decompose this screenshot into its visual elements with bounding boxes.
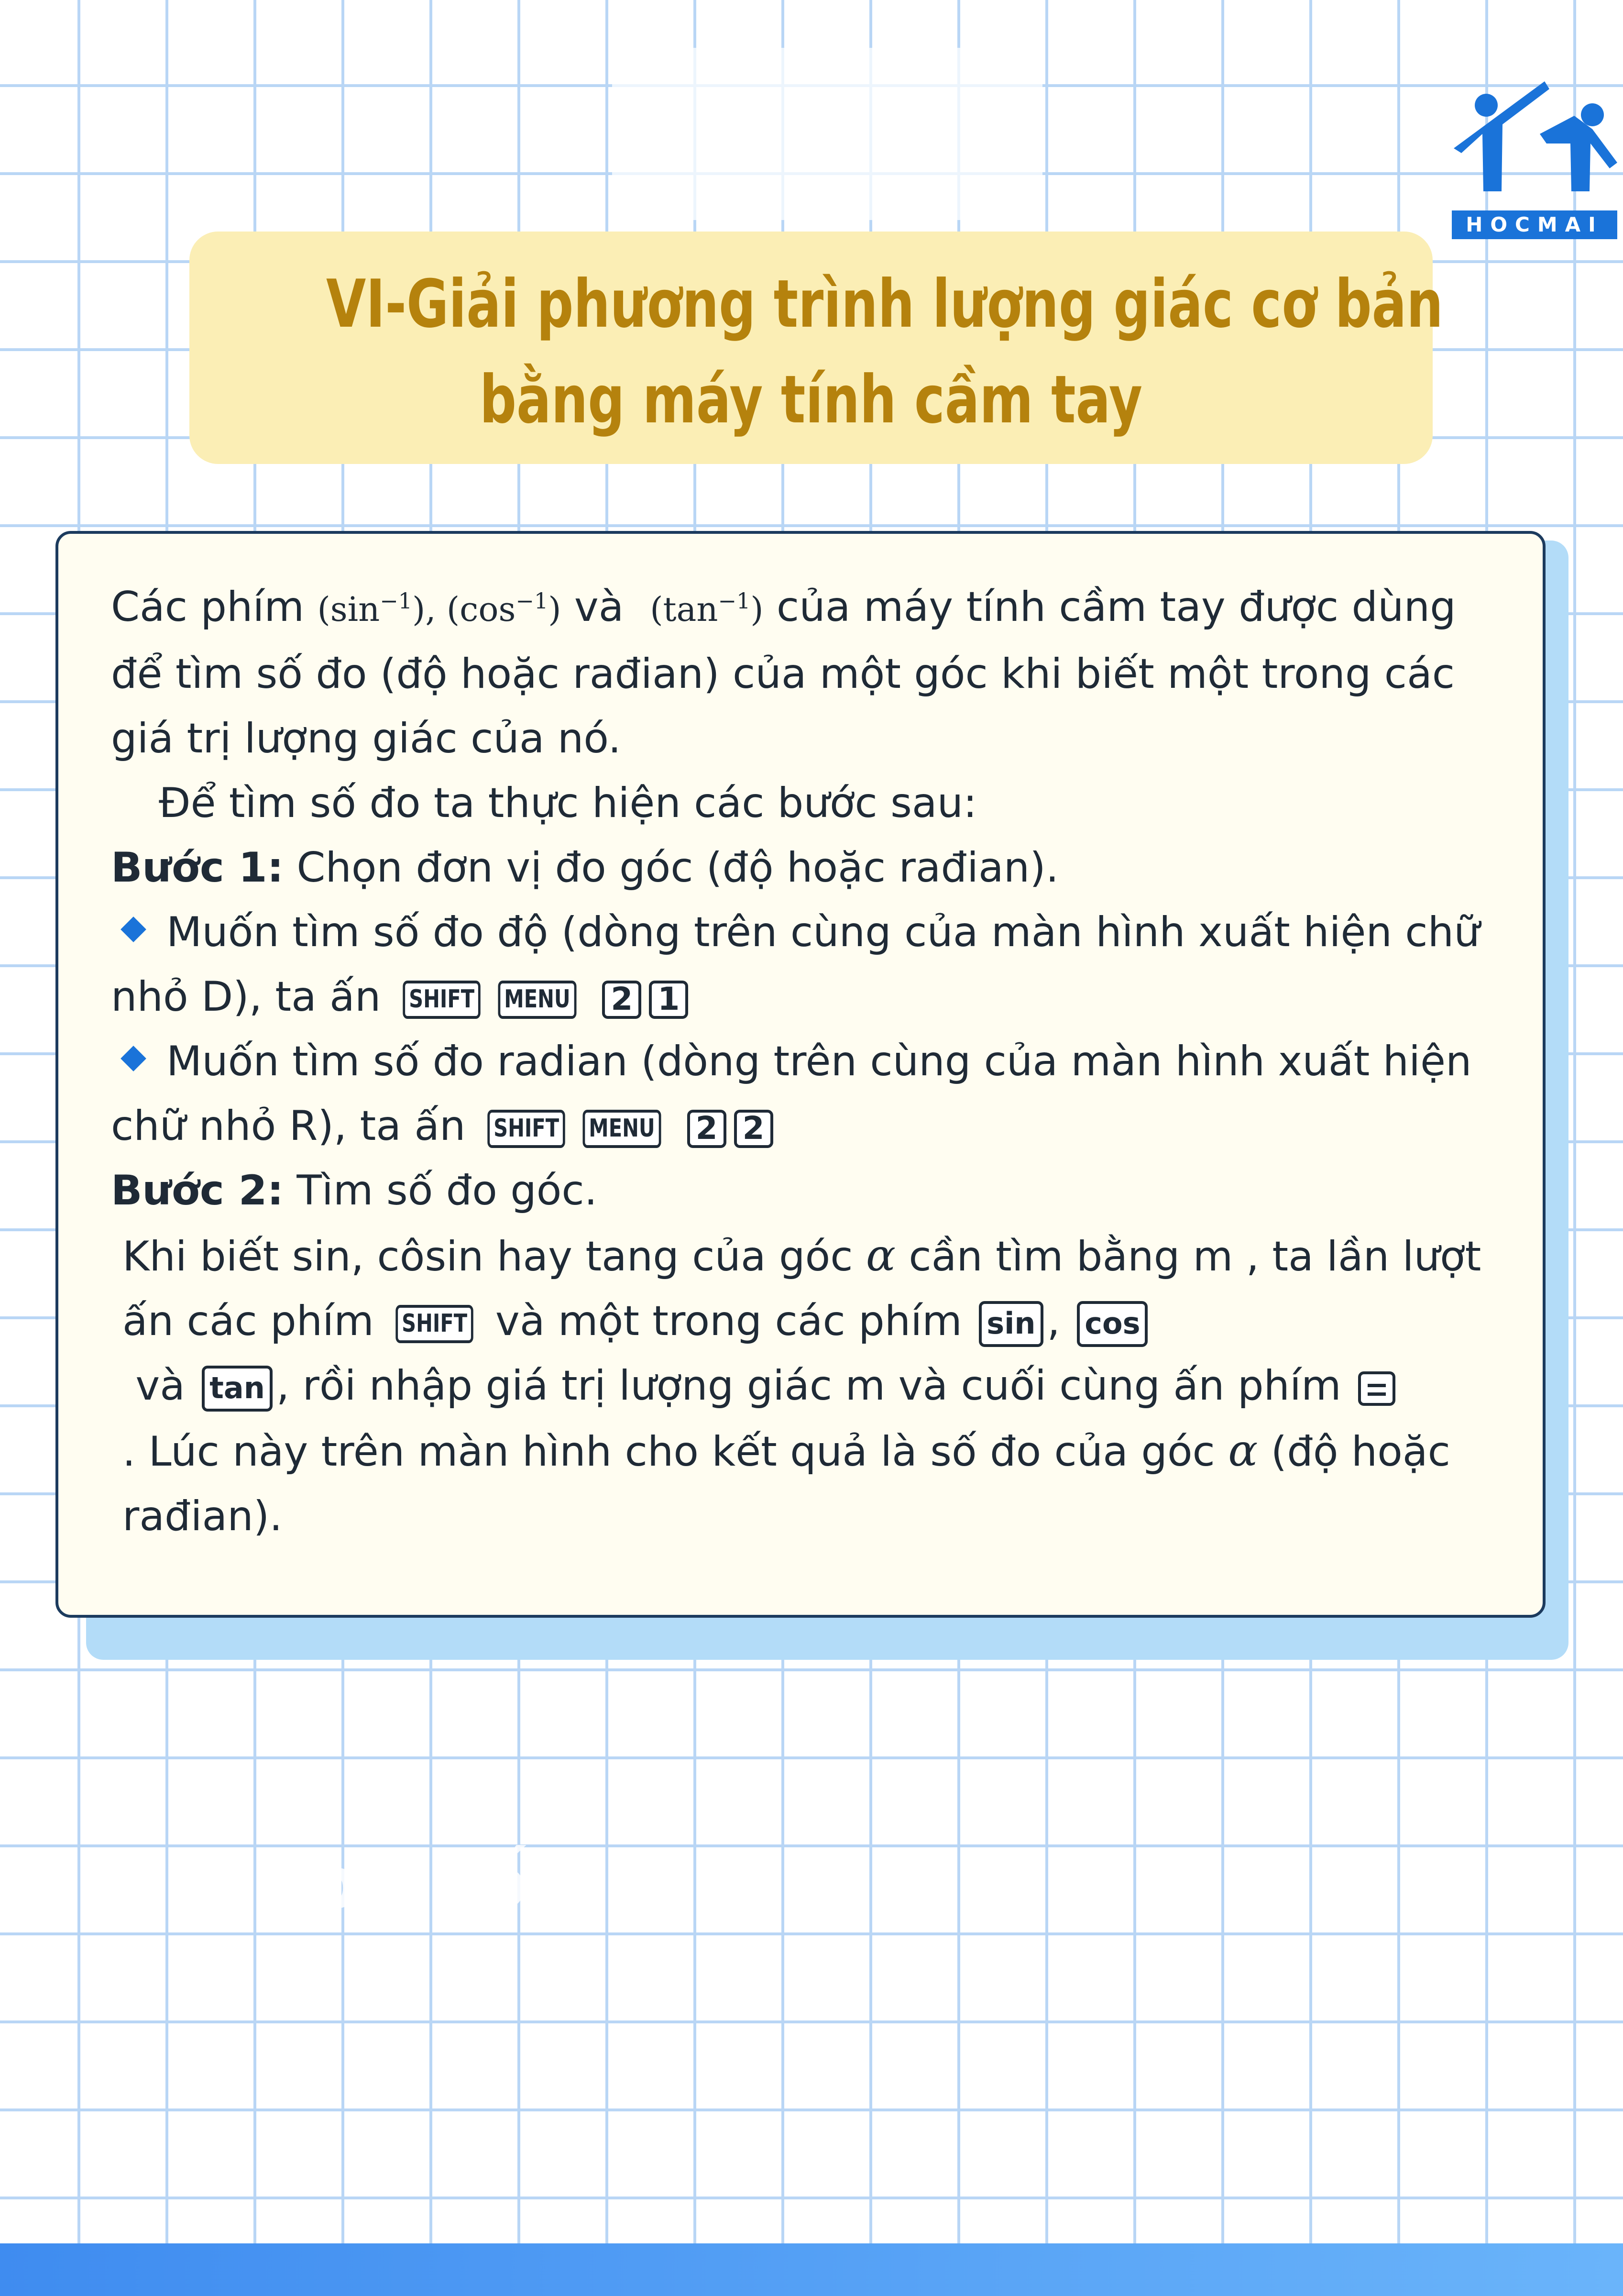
para-a: Khi biết sin, côsin hay tang của góc (122, 1233, 853, 1280)
faint-background-box (612, 48, 1042, 220)
para-f: . Lúc này trên màn hình cho kết quả là số đo của góc (122, 1428, 1215, 1476)
content-card (55, 531, 1546, 1618)
intro-and: và (574, 583, 624, 631)
alpha-symbol: α (1228, 1425, 1258, 1476)
key-menu: MENU (583, 1110, 661, 1148)
key-2: 2 (687, 1110, 726, 1148)
bullet-degree (111, 900, 1495, 1029)
key-sin: sin (979, 1301, 1043, 1347)
key-1: 1 (649, 981, 688, 1019)
intro-paragraph (111, 575, 1495, 771)
hocmai-wordmark: HOCMAI (1452, 210, 1617, 239)
title-line-1: VI-Giải phương trình lượng giác cơ bản (326, 265, 1443, 342)
para-c: và một trong các phím (495, 1297, 962, 1345)
step-1-text: Chọn đơn vị đo góc (độ hoặc rađian). (296, 844, 1059, 892)
step-2-text: Tìm số đo góc. (296, 1167, 598, 1214)
step-1-label: Bước 1: (111, 844, 284, 892)
equals-key-icon (1358, 1371, 1395, 1406)
step-1 (111, 836, 1495, 900)
intro-prefix: Các phím (111, 583, 305, 631)
bullet-radian-text: Muốn tìm số đo radian (dòng trên cùng của màn hình xuất hiện chữ nhỏ R), ta ấn (111, 1038, 1472, 1150)
sin-inverse-formula: $(\sin^{-1})$, $(\cos^{-1})$ (317, 588, 561, 629)
diamond-bullet-icon (121, 916, 146, 942)
diamond-bullet-icon (121, 1046, 146, 1071)
key-cos: cos (1077, 1301, 1148, 1347)
key-menu: MENU (498, 981, 577, 1019)
comma: , (1047, 1297, 1060, 1345)
key-shift: SHIFT (396, 1305, 474, 1343)
alpha-symbol: α (866, 1230, 896, 1281)
key-2-second: 2 (734, 1110, 773, 1148)
title-banner (189, 232, 1443, 464)
bullet-radian (111, 1029, 1495, 1159)
para-d: và (135, 1362, 185, 1410)
para-b: cần tìm bằng m , ta lần lượt ấn các phím (122, 1233, 1481, 1345)
bottom-gradient-bar (0, 2243, 1623, 2296)
tan-inverse-formula: $(\tan^{-1})$ (650, 588, 764, 629)
step-2 (111, 1159, 1495, 1223)
key-shift: SHIFT (403, 981, 481, 1019)
key-2: 2 (602, 981, 641, 1019)
key-tan: tan (202, 1366, 273, 1412)
faded-ghost-text: đơn số (258, 1842, 527, 1925)
step-2-label: Bước 2: (111, 1167, 284, 1214)
key-shift: SHIFT (487, 1110, 565, 1148)
hocmai-figures-icon (1449, 77, 1623, 210)
step-2-paragraph (111, 1223, 1495, 1549)
title-line-2: bằng máy tính cầm tay (479, 361, 1143, 438)
bullet-degree-text: Muốn tìm số đo độ (dòng trên cùng của màn hình xuất hiện chữ nhỏ D), ta ấn (111, 908, 1480, 1021)
hocmai-logo (1449, 77, 1623, 244)
steps-intro: Để tìm số đo ta thực hiện các bước sau: (159, 779, 977, 827)
para-g: (độ hoặc rađian). (122, 1428, 1450, 1540)
intro-suffix: của máy tính cầm tay được dùng để tìm số đo (độ hoặc rađian) của một góc khi biết một trong các giá trị lượng giác của nó. (111, 583, 1456, 762)
para-e: , rồi nhập giá trị lượng giác m và cuối cùng ấn phím (276, 1362, 1341, 1410)
